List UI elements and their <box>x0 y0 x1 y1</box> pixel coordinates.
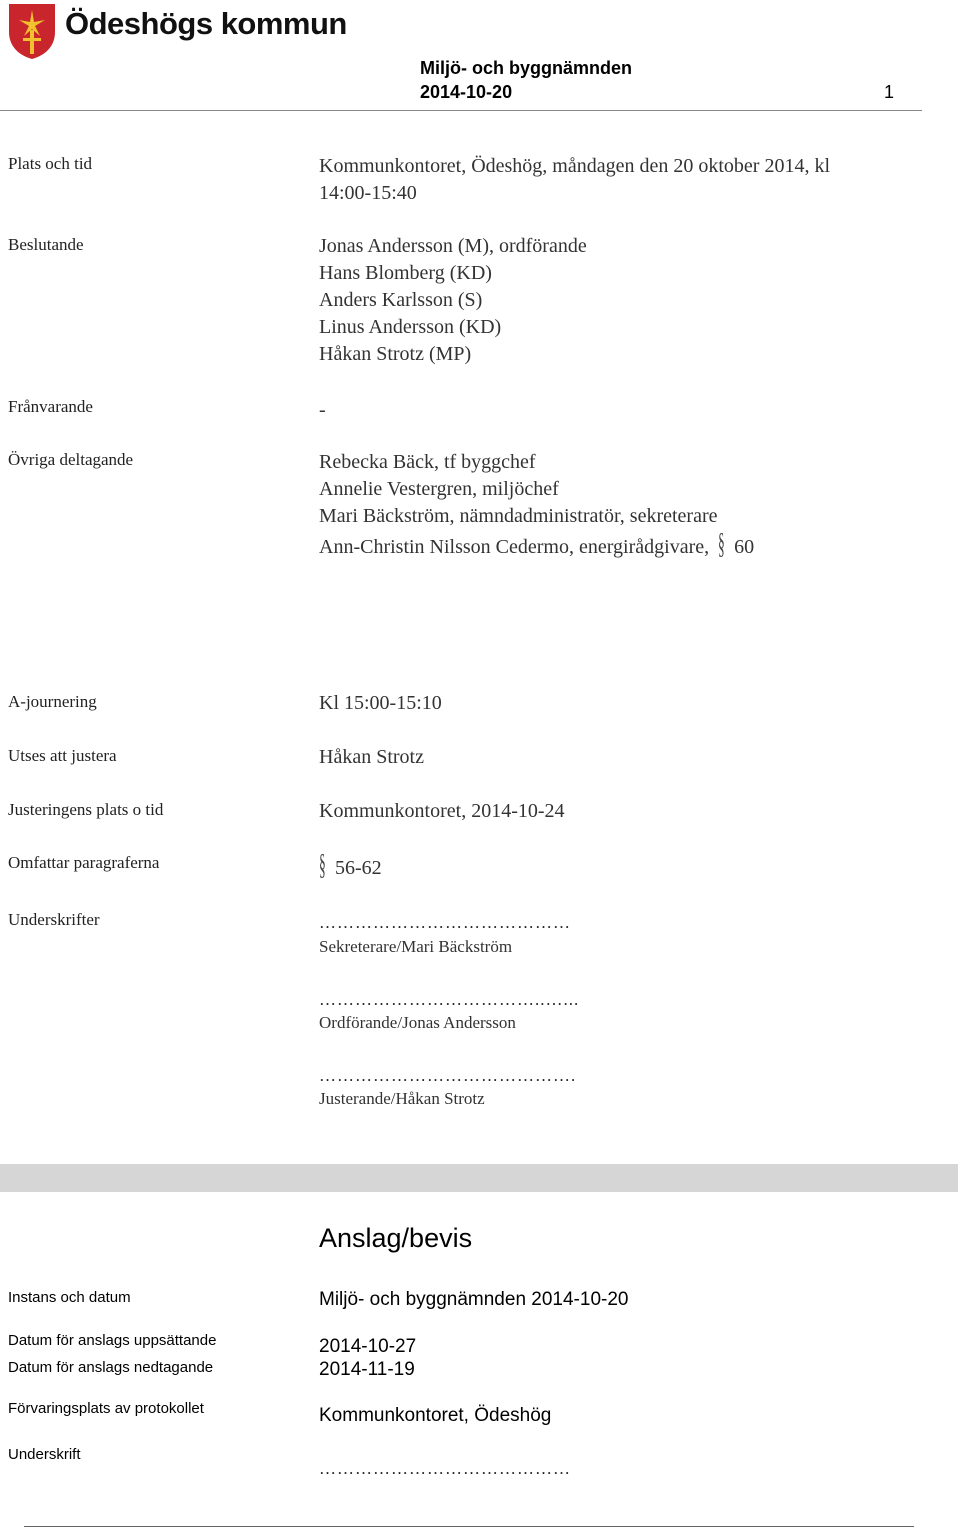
header-committee: Miljö- och byggnämnden <box>420 58 632 78</box>
removed-label: Datum för anslags nedtagande <box>8 1359 214 1376</box>
participant: Annelie Vestergren, miljöchef <box>319 478 559 500</box>
sections-label: Omfattar paragraferna <box>8 853 160 872</box>
storage-label: Förvaringsplats av protokollet <box>8 1400 204 1417</box>
adjuster-label: Utses att justera <box>8 746 117 765</box>
participant: Mari Bäckström, nämndadministratör, sekreterare <box>319 505 718 527</box>
storage-value: Kommunkontoret, Ödeshög <box>319 1405 552 1426</box>
signature-line: ……………………………………. <box>319 1066 577 1085</box>
place-time-value <box>319 153 830 207</box>
adjuster-value: Håkan Strotz <box>319 746 424 768</box>
absent-label: Frånvarande <box>8 397 93 416</box>
logo-text: Ödeshögs kommun <box>65 6 347 41</box>
header-date: 2014-10-20 <box>420 82 513 102</box>
municipality-logo <box>7 2 347 65</box>
coat-of-arms-icon <box>7 2 57 60</box>
sections-value <box>319 848 382 882</box>
removed-value: 2014-11-19 <box>319 1359 415 1380</box>
posted-value: 2014-10-27 <box>319 1336 417 1357</box>
adjust-place-value: Kommunkontoret, 2014-10-24 <box>319 800 565 822</box>
participant-section: 60 <box>734 536 755 558</box>
participant <box>319 527 755 561</box>
adjourn-label: A-journering <box>8 692 97 711</box>
section-divider-band <box>0 1164 958 1192</box>
other-participants <box>319 449 754 561</box>
notice-title: Anslag/bevis <box>319 1223 473 1253</box>
signature-name: Justerande/Håkan Strotz <box>319 1089 485 1108</box>
adjust-place-label: Justeringens plats o tid <box>8 800 164 819</box>
place-time-label: Plats och tid <box>8 154 93 173</box>
member-name: Hans Blomberg (KD) <box>319 262 492 284</box>
participant-text: Ann-Christin Nilsson Cedermo, energirådgivare, <box>319 536 710 558</box>
adjourn-value: Kl 15:00-15:10 <box>319 692 442 714</box>
instance-value: Miljö- och byggnämnden 2014-10-20 <box>319 1289 629 1310</box>
deciding-label: Beslutande <box>8 235 84 254</box>
signature-line: …………………………………… <box>319 913 571 932</box>
signature-label: Underskrift <box>8 1446 81 1463</box>
page-number: 1 <box>884 82 895 102</box>
member-name: Anders Karlsson (S) <box>319 289 483 311</box>
member-name: Linus Andersson (KD) <box>319 316 502 338</box>
signature-name: Ordförande/Jonas Andersson <box>319 1013 516 1032</box>
signatures-label: Underskrifter <box>8 910 100 929</box>
others-label: Övriga deltagande <box>8 450 134 469</box>
member-name: Jonas Andersson (M), ordförande <box>319 235 587 257</box>
member-name: Håkan Strotz (MP) <box>319 343 472 365</box>
section-sign-icon: § <box>718 527 725 560</box>
section-sign-icon: § <box>319 848 326 881</box>
instance-label: Instans och datum <box>8 1289 131 1306</box>
notice-signature-line: …………………………………… <box>319 1459 571 1478</box>
participant: Rebecka Bäck, tf byggchef <box>319 451 536 473</box>
signature-line: ………………………………..…... <box>319 990 580 1009</box>
sections-range: 56-62 <box>335 857 382 879</box>
place-time-line: 14:00-15:40 <box>319 182 417 204</box>
footer-divider <box>24 1526 914 1527</box>
deciding-members <box>319 233 587 368</box>
header-divider <box>0 110 922 111</box>
posted-label: Datum för anslags uppsättande <box>8 1332 217 1349</box>
signature-name: Sekreterare/Mari Bäckström <box>319 937 513 956</box>
absent-value: - <box>319 399 326 421</box>
place-time-line: Kommunkontoret, Ödeshög, måndagen den 20 oktober 2014, kl <box>319 155 831 177</box>
